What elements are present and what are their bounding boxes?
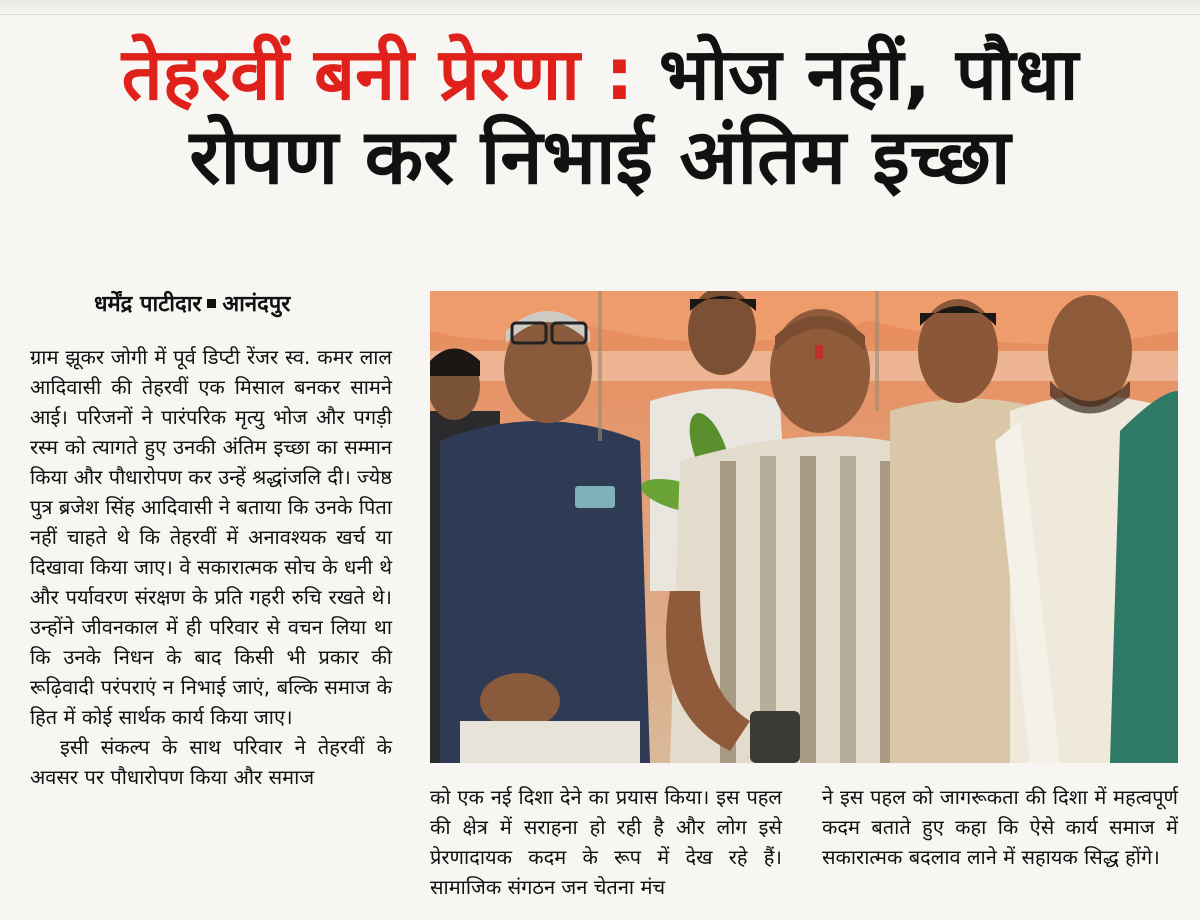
- headline-colon: :: [605, 32, 634, 116]
- article-paragraph-2: इसी संकल्प के साथ परिवार ने तेहरवीं के अवसर पर पौधारोपण किया और समाज: [30, 735, 392, 789]
- byline: [94, 288, 290, 318]
- article-column-1: [30, 342, 392, 792]
- article-column-3: [822, 782, 1178, 872]
- headline-red-part: तेहरवीं बनी प्रेरणा: [121, 32, 580, 116]
- byline-place: आनंदपुर: [222, 292, 291, 317]
- news-photo: [430, 291, 1178, 763]
- article-paragraph-1: ग्राम झूकर जोगी में पूर्व डिप्टी रेंजर स्व. कमर लाल आदिवासी की तेहरवीं एक मिसाल बनकर सामने आई। परिजनों ने पारंपरिक मृत्यु भोज और पगड़ी रस्म को त्यागते हुए उनकी अंतिम इच्छा का सम्मान किया और पौधारोपण कर उन्हें श्रद्धांजलि दी। ज्येष्ठ पुत्र ब्रजेश सिंह आदिवासी ने बताया कि उनके पिता नहीं चाहते थे कि तेहरवीं में अनावश्यक खर्च या दिखावा किया जाए। वे सकारात्मक सोच के धनी थे और पर्यावरण संरक्षण के प्रति गहरी रुचि रखते थे। उन्होंने जीवनकाल में ही परिवार से वचन लिया था कि उनके निधन के बाद किसी भी प्रकार की रूढ़िवादी परंपराएं न निभाई जाएं, बल्कि समाज के हित में कोई सार्थक कार्य किया जाए।: [30, 345, 392, 729]
- byline-author: धर्मेंद्र पाटीदार: [94, 292, 202, 317]
- article-column-2: [430, 782, 782, 902]
- headline-line-1: [0, 32, 1200, 116]
- previous-article-strip: [0, 0, 1200, 15]
- byline-separator: [207, 299, 216, 308]
- headline: [0, 32, 1200, 201]
- headline-line-2: रोपण कर निभाई अंतिम इच्छा: [189, 111, 1011, 201]
- headline-black-part: भोज नहीं, पौधा: [658, 32, 1079, 116]
- article-paragraph-3: को एक नई दिशा देने का प्रयास किया। इस पहल की क्षेत्र में सराहना हो रही है और लोग इसे प्रेरणादायक कदम के रूप में देख रहे हैं। सामाजिक संगठन जन चेतना मंच: [430, 785, 782, 899]
- photo-illustration: [430, 291, 1178, 763]
- article-paragraph-4: ने इस पहल को जागरूकता की दिशा में महत्वपूर्ण कदम बताते हुए कहा कि ऐसे कार्य समाज में सकारात्मक बदलाव लाने में सहायक सिद्ध होंगे।: [822, 785, 1178, 869]
